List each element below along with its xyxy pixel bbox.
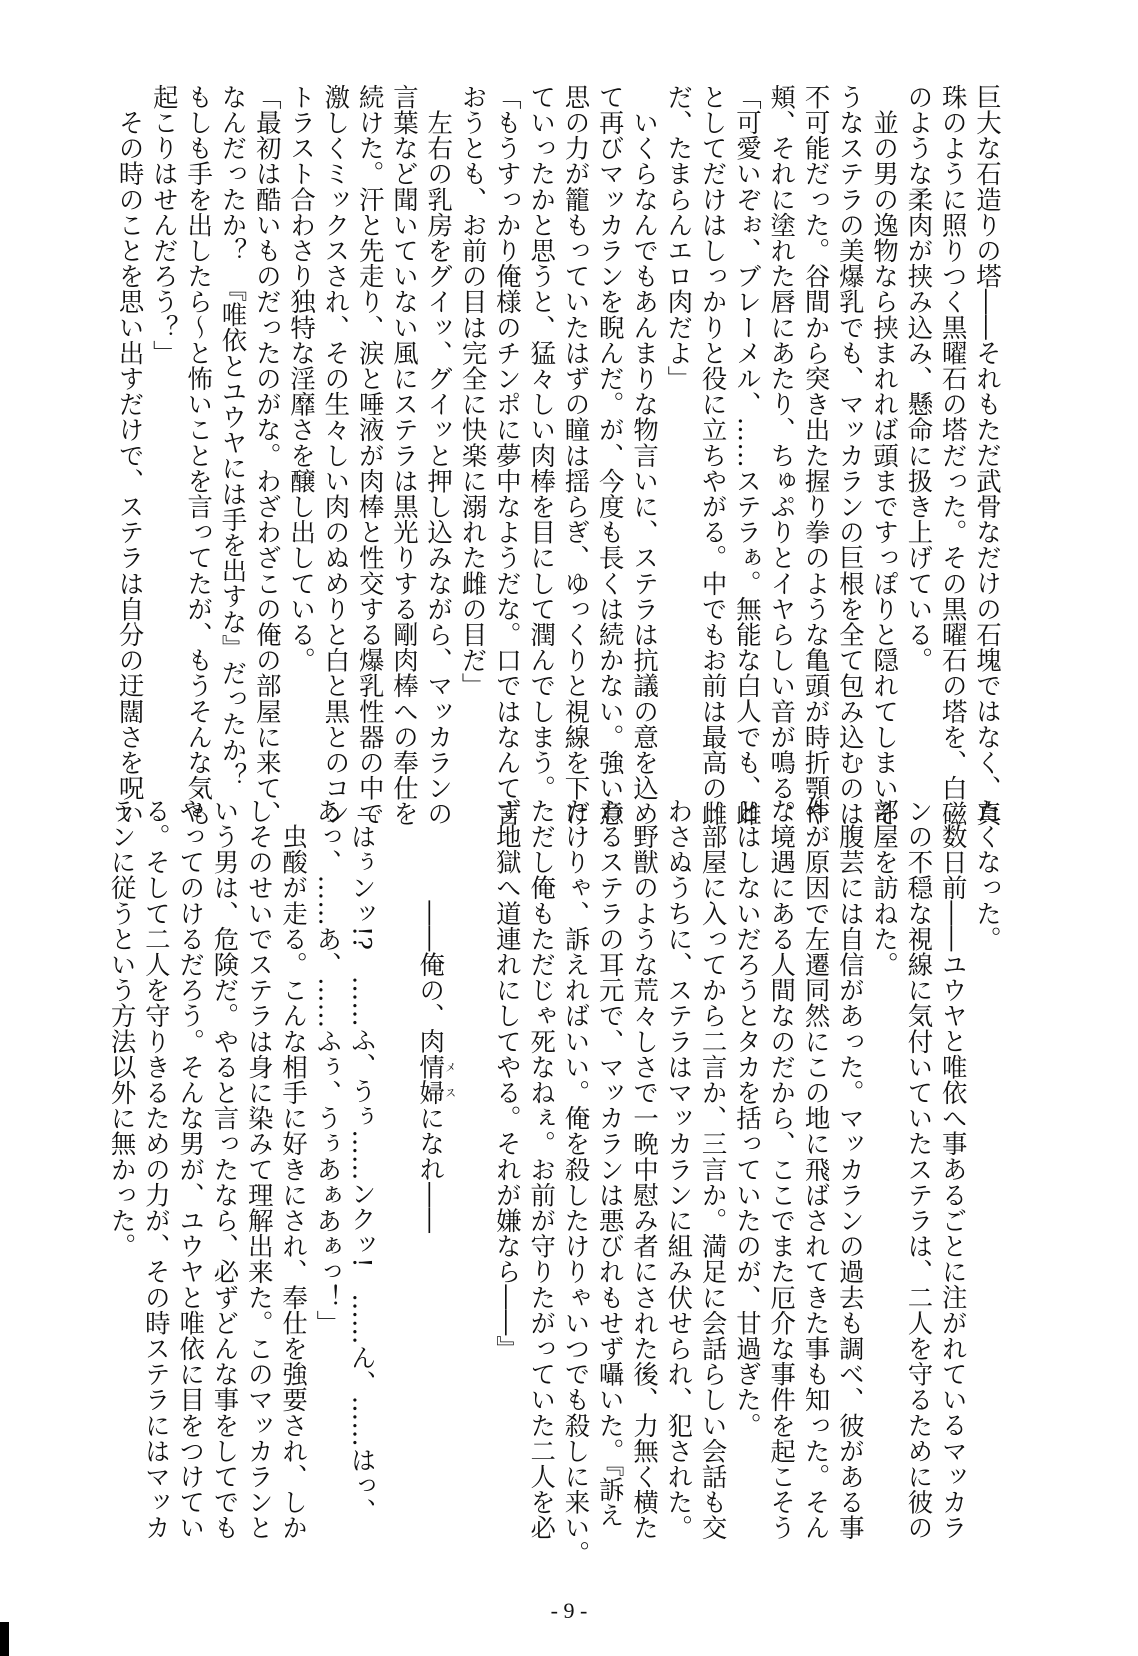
centered-line-prefix: ――俺の、肉 — [416, 798, 447, 1054]
text-line: だ、たまらんエロ肉だよ」 — [664, 84, 695, 392]
text-line: ず地獄へ道連れにしてやる。それが嫌なら――』 — [492, 798, 523, 1362]
text-line: いくらなんでもあんまりな物言いに、ステラは抗議の意を込め — [630, 84, 661, 827]
text-line: いう男は、危険だ。やると言ったなら、必ずどんな事をしてでも — [210, 798, 241, 1541]
text-line: 「もうすっかり俺様のチンポに夢中なようだな。口ではなんて言 — [492, 84, 523, 827]
text-line: わるステラの耳元で、マッカランは悪びれもせず囁いた。『訴え — [595, 798, 626, 1528]
text-line: ンの不穏な視線に気付いていたステラは、二人を守るために彼の — [904, 798, 935, 1541]
text-line: 数日前――ユウヤと唯依へ事あるごとに注がれているマッカラ — [938, 798, 969, 1541]
text-line: 「はぅンッ!? ……ふ、うぅ……ンクッ! ……ん、……はっ、 — [347, 798, 378, 1524]
text-line: とはしないだろうとタカを括っていたのが、甘過ぎた。 — [732, 798, 763, 1438]
top-text-block — [113, 84, 1005, 827]
text-line: しそのせいでステラは身に染みて理解出来た。このマッカランと — [244, 798, 275, 1541]
blank-line — [380, 798, 414, 1498]
bottom-text-block — [107, 798, 1005, 1566]
text-line: としてだけはしっかりと役に立ちやがる。中でもお前は最高の雌 — [698, 84, 729, 827]
scan-edge-mark — [0, 1622, 9, 1656]
text-line: 思の力が籠もっていたはずの瞳は揺らぎ、ゆっくりと視線を下げ — [561, 84, 592, 827]
ruby-base: 情婦 — [416, 1053, 447, 1106]
text-line: ていったかと思うと、猛々しい肉棒を目にして潤んでしまう。 — [527, 84, 558, 801]
text-line: その時のことを思い出すだけで、ステラは自分の迂闊さを呪い — [115, 84, 146, 827]
ruby-word — [416, 1053, 457, 1106]
text-line: おうとも、お前の目は完全に快楽に溺れた雌の目だ」 — [458, 84, 489, 699]
text-line: 続けた。汗と先走り、涙と唾液が肉棒と性交する爆乳性器の中で — [355, 84, 386, 827]
text-line: 「最初は酷いものだったのがな。わざわざこの俺の部屋に来て、 — [252, 84, 283, 827]
text-line: やってのけるだろう。そんな男が、ユウヤと唯依に目をつけてい — [176, 798, 207, 1541]
text-line: 野獣のような荒々しさで一晩中慰み者にされた後、力無く横た — [630, 798, 661, 1541]
text-line: 部屋を訪ねた。 — [870, 798, 901, 978]
centered-line-suffix: になれ―― — [416, 1105, 447, 1234]
ruby-reading: メス — [443, 1053, 457, 1106]
text-line: 「可愛いぞぉ、ブレーメル、……ステラぁ。無能な白人でも、雌 — [732, 84, 763, 827]
text-line: のような柔肉が挟み込み、懸命に扱き上げている。 — [904, 84, 935, 673]
text-line: 激しくミックスされ、その生々しい肉のぬめりと白と黒とのコン — [321, 84, 352, 827]
text-line: 頬、それに塗れた唇にあたり、ちゅぷりとイヤらしい音が鳴る。 — [767, 84, 798, 827]
page-number: - 9 - — [550, 1598, 588, 1623]
text-line: る。そして二人を守りきるための力が、その時ステラにはマッカ — [141, 798, 172, 1541]
text-line: 起こりはせんだろう？」 — [149, 84, 180, 366]
text-line: 珠のように照りつく黒曜石の塔だった。その黒曜石の塔を、白磁 — [938, 84, 969, 827]
text-line: うなステラの美爆乳でも、マッカランの巨根を全て包み込むのは — [835, 84, 866, 827]
centered-line — [414, 798, 456, 1498]
text-line: 並の男の逸物なら挟まれれば頭まですっぽりと隠れてしまいそ — [870, 84, 901, 827]
text-line: 不可能だった。谷間から突き出た握り拳のような亀頭が時折顎や — [801, 84, 832, 827]
text-line: もしも手を出したら～と怖いことを言ってたが、もうそんな気も — [184, 84, 215, 827]
text-line: 部屋に入ってから二言か、三言か。満足に会話らしい会話も交 — [698, 798, 729, 1541]
text-line: トラスト合わさり独特な淫靡さを醸し出している。 — [287, 84, 318, 673]
text-line: たくなった。 — [973, 798, 1003, 952]
text-line: ランに従うという方法以外に無かった。 — [107, 798, 138, 1259]
text-line: あっ、……あ、……ふぅ、うぅあぁあぁっ！」 — [313, 798, 344, 1336]
text-line: な境遇にある人間なのだから、ここでまた厄介な事件を起こそう — [767, 798, 798, 1541]
text-line: 虫酸が走る。こんな相手に好きにされ、奉仕を強要され、しか — [279, 798, 310, 1541]
text-line: なんだったか？ 『唯依とユウヤには手を出すな』だったか？ — [218, 84, 249, 789]
text-line: 左右の乳房をグイッ、グイッと押し込みながら、マッカランの — [424, 84, 455, 827]
blank-line — [456, 798, 490, 1498]
text-line: たけりゃ、訴えればいい。俺を殺したけりゃいつでも殺しに来い。 — [561, 798, 592, 1566]
text-line: わさぬうちに、ステラはマッカランに組み伏せられ、犯された。 — [664, 798, 695, 1541]
text-line: 巨大な石造りの塔――それもただ武骨なだけの石塊ではなく、真 — [973, 84, 1003, 827]
text-line: 件が原因で左遷同然にこの地に飛ばされてきた事も知った。そん — [801, 798, 832, 1541]
text-line: 腹芸には自信があった。マッカランの過去も調べ、彼がある事 — [835, 798, 866, 1541]
text-line: て再びマッカランを睨んだ。が、今度も長くは続かない。強い意 — [595, 84, 626, 827]
text-line: ただし俺もただじゃ死なねぇ。お前が守りたがっていた二人を必 — [527, 798, 558, 1541]
text-line: 言葉など聞いていない風にステラは黒光りする剛肉棒への奉仕を — [389, 84, 420, 827]
